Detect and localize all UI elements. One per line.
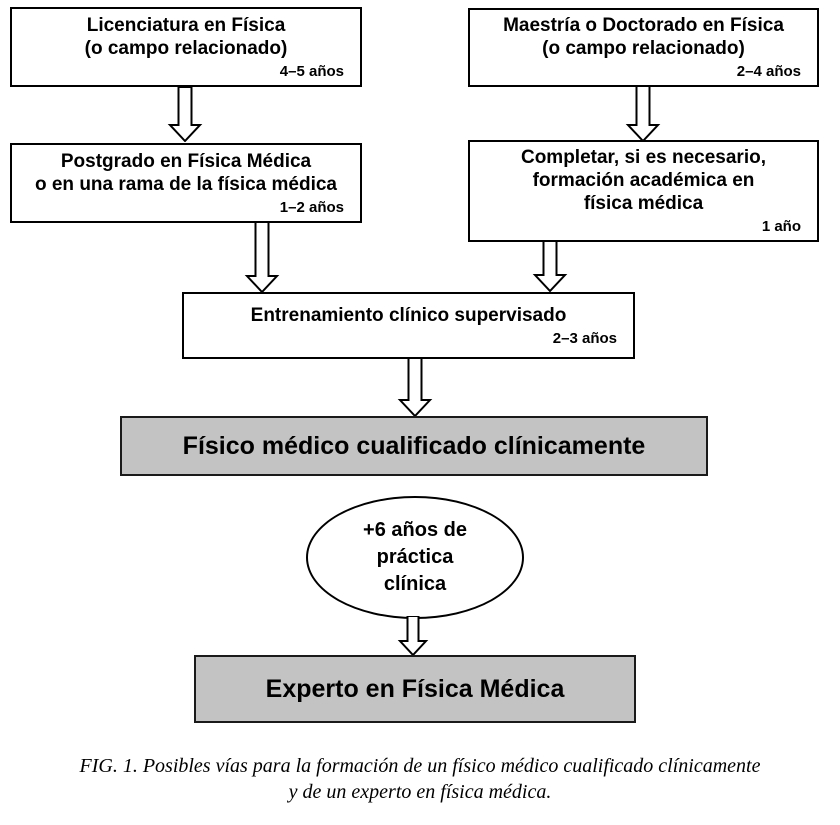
ellipse-line2: práctica bbox=[376, 546, 454, 568]
figure-caption-line2: y de un experto en física médica. bbox=[288, 781, 552, 803]
box-experto bbox=[194, 655, 636, 723]
box-postgrado-line2: o en una rama de la física médica bbox=[34, 173, 337, 195]
box-completar-line1: Completar, si es necesario, bbox=[520, 147, 766, 168]
box-licenciatura-line1: Licenciatura en Física bbox=[86, 14, 286, 36]
box-completar-line2: formación académica en bbox=[532, 170, 755, 191]
down-arrow bbox=[167, 87, 203, 142]
box-maestria bbox=[468, 8, 819, 87]
down-arrow bbox=[625, 86, 661, 142]
ellipse-line1: +6 años de bbox=[363, 519, 467, 541]
figure-caption bbox=[0, 753, 840, 805]
box-licenciatura-line2: (o campo relacionado) bbox=[84, 37, 288, 59]
box-maestria-line2: (o campo relacionado) bbox=[542, 38, 745, 59]
box-entrenamiento-years: 2–3 años bbox=[552, 329, 617, 347]
figure-caption-line1: FIG. 1. Posibles vías para la formación de un físico médico cualificado clínicamente bbox=[79, 755, 761, 777]
box-completar bbox=[468, 140, 819, 242]
box-fisico-cualificado-label: Físico médico cualificado clínicamente bbox=[182, 431, 646, 460]
box-postgrado-line1: Postgrado en Física Médica bbox=[60, 150, 312, 172]
box-postgrado bbox=[10, 143, 362, 223]
box-completar-years: 1 año bbox=[761, 218, 801, 235]
box-maestria-line1: Maestría o Doctorado en Física bbox=[503, 15, 784, 36]
down-arrow bbox=[397, 616, 429, 656]
box-experto-label: Experto en Física Médica bbox=[265, 674, 565, 703]
box-postgrado-years: 1–2 años bbox=[279, 198, 344, 216]
box-maestria-years: 2–4 años bbox=[736, 63, 801, 80]
box-entrenamiento-line1: Entrenamiento clínico supervisado bbox=[250, 304, 567, 326]
box-licenciatura bbox=[10, 7, 362, 87]
box-entrenamiento bbox=[182, 292, 635, 359]
down-arrow bbox=[397, 358, 433, 417]
down-arrow bbox=[532, 241, 568, 292]
down-arrow bbox=[244, 222, 280, 293]
box-licenciatura-years: 4–5 años bbox=[279, 62, 344, 80]
box-fisico-cualificado bbox=[120, 416, 708, 476]
box-completar-line3: física médica bbox=[583, 193, 704, 214]
ellipse-practica-clinica bbox=[306, 496, 524, 619]
ellipse-line3: clínica bbox=[383, 573, 447, 595]
